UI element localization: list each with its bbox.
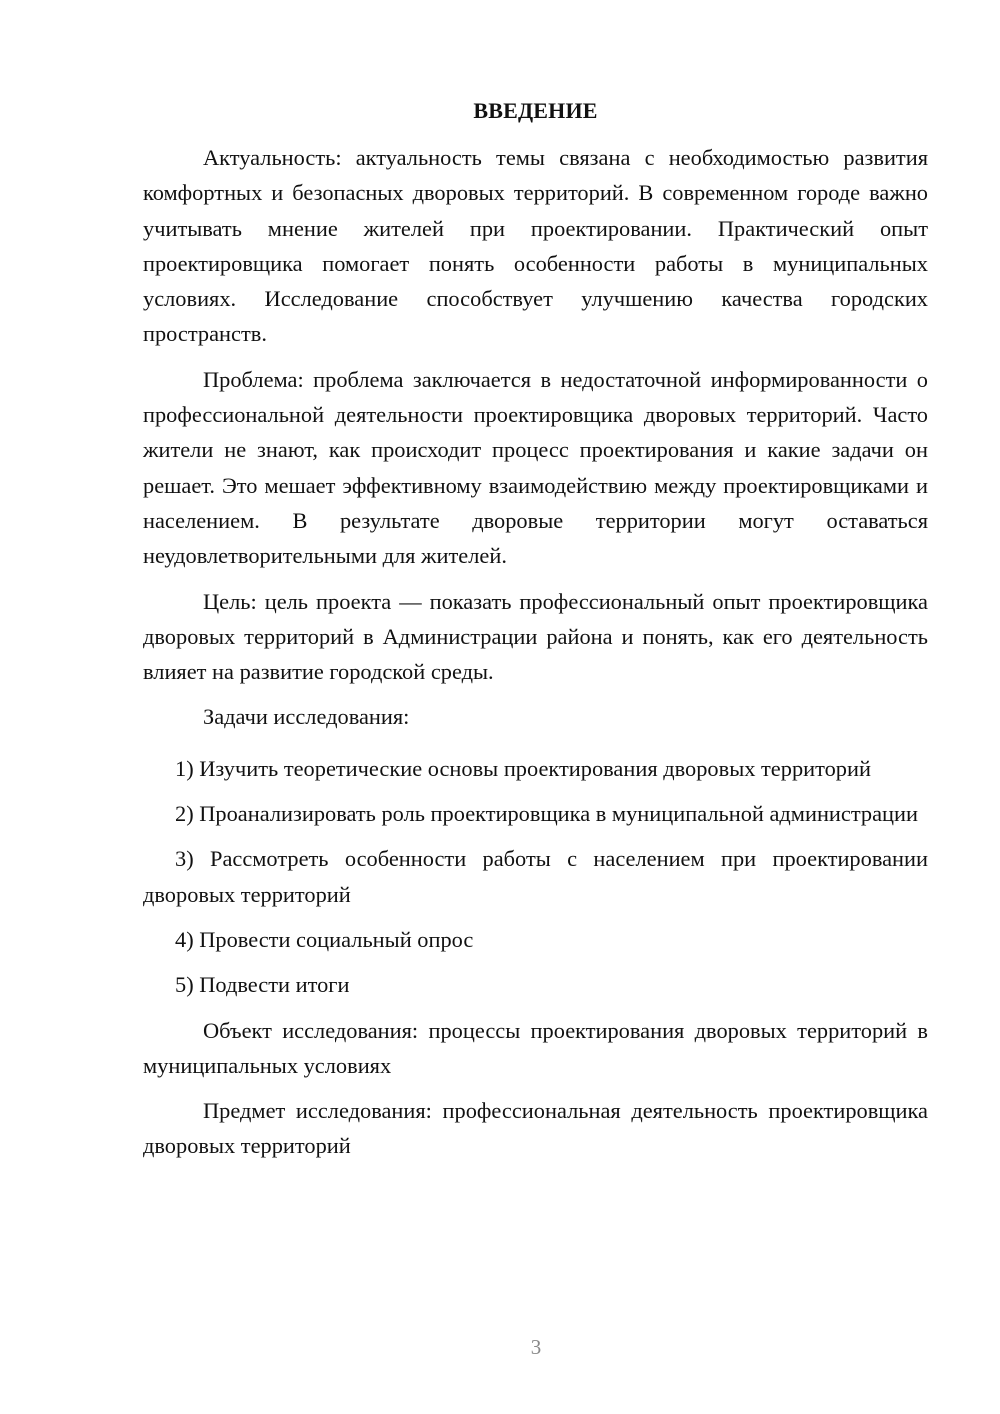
- paragraph-relevance: Актуальность: актуальность темы связана с необходимостью развития комфортных и безопасных дворовых территорий. В современном городе важно учитывать мнение жителей при проектировании. Практический опыт проектировщика помогает понять особенности работы в муниципальных условиях. Исследование способствует улучшению качества городских пространств.: [143, 145, 928, 347]
- section-heading: ВВЕДЕНИЕ: [473, 98, 598, 123]
- task-item-1: 1) Изучить теоретические основы проектирования дворовых территорий: [175, 755, 871, 781]
- paragraph-object: Объект исследования: процессы проектирования дворовых территорий в муниципальных условиях: [143, 1017, 928, 1078]
- tasks-heading: Задачи исследования:: [203, 704, 410, 730]
- task-item-4: 4) Провести социальный опрос: [175, 926, 474, 952]
- task-item-5: 5) Подвести итоги: [175, 972, 350, 998]
- paragraph-subject: Предмет исследования: профессиональная деятельность проектировщика дворовых территорий: [143, 1098, 928, 1159]
- task-item-3: 3) Рассмотреть особенности работы с населением при проектировании дворовых территорий: [143, 846, 928, 907]
- page-number: 3: [530, 1335, 542, 1359]
- task-item-2: 2) Проанализировать роль проектировщика в муниципальной администрации: [175, 801, 918, 827]
- paragraph-goal: Цель: цель проекта — показать профессиональный опыт проектировщика дворовых территорий в Администрации района и понять, как его деятельность влияет на развитие городской среды.: [143, 588, 928, 685]
- tasks-list: [143, 751, 928, 1003]
- page-content: [143, 95, 928, 1174]
- paragraph-problem: Проблема: проблема заключается в недостаточной информированности о профессиональной деятельности проектировщика дворовых территорий. Часто жители не знают, как происходит процесс проектирования и какие задачи он решает. Это мешает эффективному взаимодействию между проектировщиками и населением. В результате дворовые территории могут оставаться неудовлетворительными для жителей.: [143, 366, 928, 569]
